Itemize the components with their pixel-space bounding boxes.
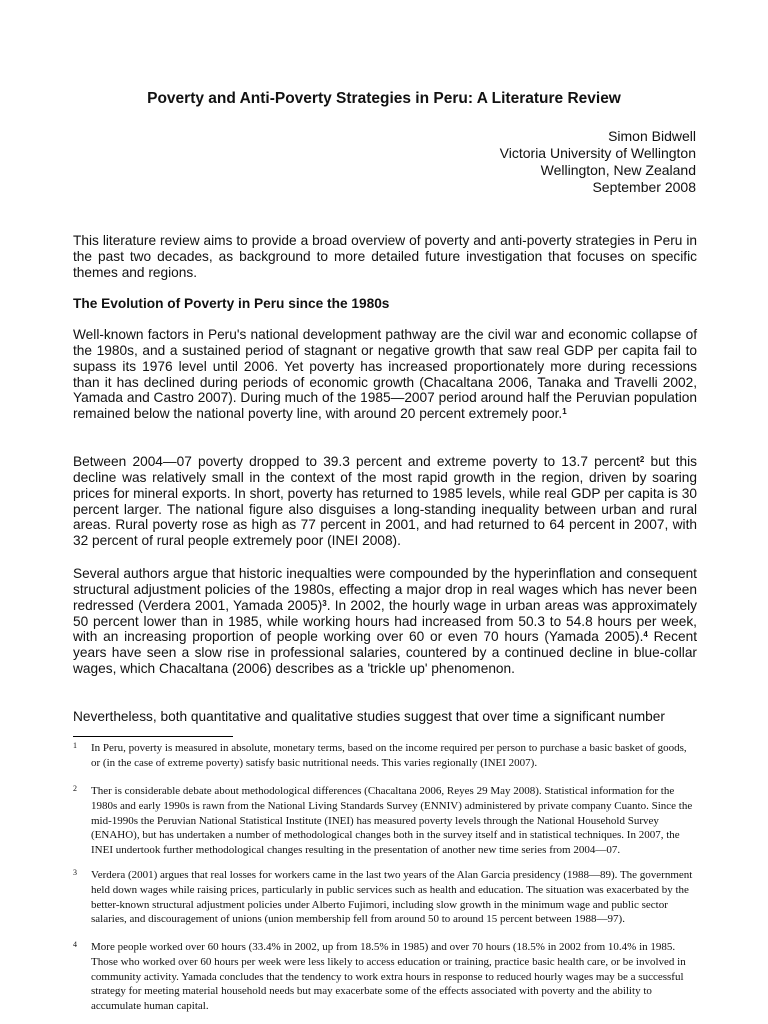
footnote-number: 2 bbox=[73, 784, 77, 793]
document-title: Poverty and Anti-Poverty Strategies in Peru: A Literature Review bbox=[147, 90, 621, 107]
paragraph-4: Nevertheless, both quantitative and qualitative studies suggest that over time a significant number bbox=[73, 709, 665, 724]
author-institution: Victoria University of Wellington bbox=[499, 145, 696, 161]
footnote-2 bbox=[73, 784, 697, 858]
footnote-text: Verdera (2001) argues that real losses for workers came in the last two years of the Alan Garcia presidency (1988—89). The government held down wages while raising prices, particularly in public services such as health and education. The situation was exacerbated by the better-known structural adjustment policies under Alberto Fujimori, including slow growth in the minimum wage and public sector salaries, and discouragement of unions (union membership fell from around 50 to around 15 percent between 1988—97). bbox=[91, 869, 693, 926]
paragraph-1-text: Well-known factors in Peru's national development pathway are the civil war and economic collapse of the 1980s, and a sustained period of stagnant or negative growth that saw real GDP per capita fail to supass its 1976 level until 2006. Yet poverty has increased proportionately more during recessions than it has declined during periods of economic growth (Chacaltana 2006, Tanaka and Travelli 2002, Yamada and Castro 2007). During much of the 1985—2007 period around half the Peruvian population remained below the national poverty line, with around 20 percent extremely poor. bbox=[73, 327, 697, 422]
author-date: September 2008 bbox=[592, 179, 696, 195]
footnote-text: In Peru, poverty is measured in absolute, monetary terms, based on the income required per person to purchase a basic basket of goods, or (in the case of extreme poverty) satisfy basic nutritional needs. This varies regionally (INEI 2007). bbox=[91, 742, 687, 769]
author-name: Simon Bidwell bbox=[608, 128, 696, 144]
author-location: Wellington, New Zealand bbox=[540, 162, 696, 178]
footnote-number: 4 bbox=[73, 940, 77, 949]
paragraph-2 bbox=[73, 454, 697, 549]
footnote-text: Ther is considerable debate about methodological differences (Chacaltana 2006, Reyes 29 May 2008). Statistical information for the 1980s and early 1990s is rawn from the National Living Standards Survey (ENNIV) administered by private company Cuanto. Since the mid-1990s the Peruvian National Statistical Institute (INEI) has measured poverty levels through the National Household Survey (ENAHO), but has undertaken a number of methodological changes both in the survey itself and in statistical techniques. In 2007, the INEI undertook further methodological changes resulting in the presentation of another new time series from 2004—07. bbox=[91, 785, 693, 857]
paragraph-2-text-b: but this decline was relatively small in the context of the most rapid growth in the region, driven by soaring prices for mineral exports. In short, poverty has returned to 1985 levels, while real GDP per capita is 30 percent larger. The national figure also disguises a long-standing inequality between urban and rural areas. Rural poverty rose as high as 77 percent in 2001, and had returned to 64 percent in 2007, with 32 percent of rural people extremely poor (INEI 2008). bbox=[73, 454, 698, 549]
section-heading: The Evolution of Poverty in Peru since the 1980s bbox=[73, 296, 390, 311]
footnote-number: 1 bbox=[73, 741, 77, 750]
footnote-text: More people worked over 60 hours (33.4% in 2002, up from 18.5% in 1985) and over 70 hours (18.5% in 2002 from 10.4% in 1985. Those who worked over 60 hours per week were less likely to access education or training, practice basic health care, or be involved in community activity. Yamada concludes that the tendency to work extra hours in response to reduced hourly wages may be a successful strategy for meeting material household needs but may exacerbate some of the effects associated with poverty and the ability to accumulate human capital. bbox=[91, 941, 686, 1013]
footnote-number: 3 bbox=[73, 868, 77, 877]
paragraph-3-text-a: Several authors argue that historic inequalties were compounded by the hyperinflation and consequent structural adjustment policies of the 1980s, effecting a major drop in real wages which has never been redressed (Verdera 2001, Yamada 2005) bbox=[73, 566, 697, 613]
author-block bbox=[500, 128, 696, 196]
footnote-ref-2[interactable]: 2 bbox=[639, 455, 645, 464]
footnote-1 bbox=[73, 741, 697, 771]
paragraph-3-text-c: Recent years have seen a slow rise in professional salaries, countered by a continued decline in blue-collar wages, which Chacaltana (2006) describes as a 'trickle up' phenomenon. bbox=[73, 629, 698, 677]
footnote-4 bbox=[73, 940, 697, 1014]
footnote-divider bbox=[73, 736, 233, 737]
footnote-ref-4[interactable]: 4 bbox=[643, 630, 648, 640]
footnote-3 bbox=[73, 868, 697, 927]
footnote-ref-3[interactable]: 3 bbox=[322, 598, 327, 608]
paragraph-2-text-a: Between 2004—07 poverty dropped to 39.3 percent and extreme poverty to 13.7 percent bbox=[73, 454, 640, 469]
paragraph-3 bbox=[73, 566, 697, 677]
paragraph-3-text-b: . In 2002, the hourly wage in urban areas was approximately 50 percent lower than in 1985, while working hours had increased from 50.3 to 54.8 hours per week, with an increasing proportion of people working over 60 or even 70 hours (Yamada 2005). bbox=[73, 597, 697, 645]
intro-paragraph: This literature review aims to provide a broad overview of poverty and anti-poverty strategies in Peru in the past two decades, as background to more detailed future investigation that focuses on specific themes and regions. bbox=[73, 233, 697, 280]
paragraph-1 bbox=[73, 327, 697, 422]
footnote-ref-1[interactable]: 1 bbox=[562, 407, 567, 417]
